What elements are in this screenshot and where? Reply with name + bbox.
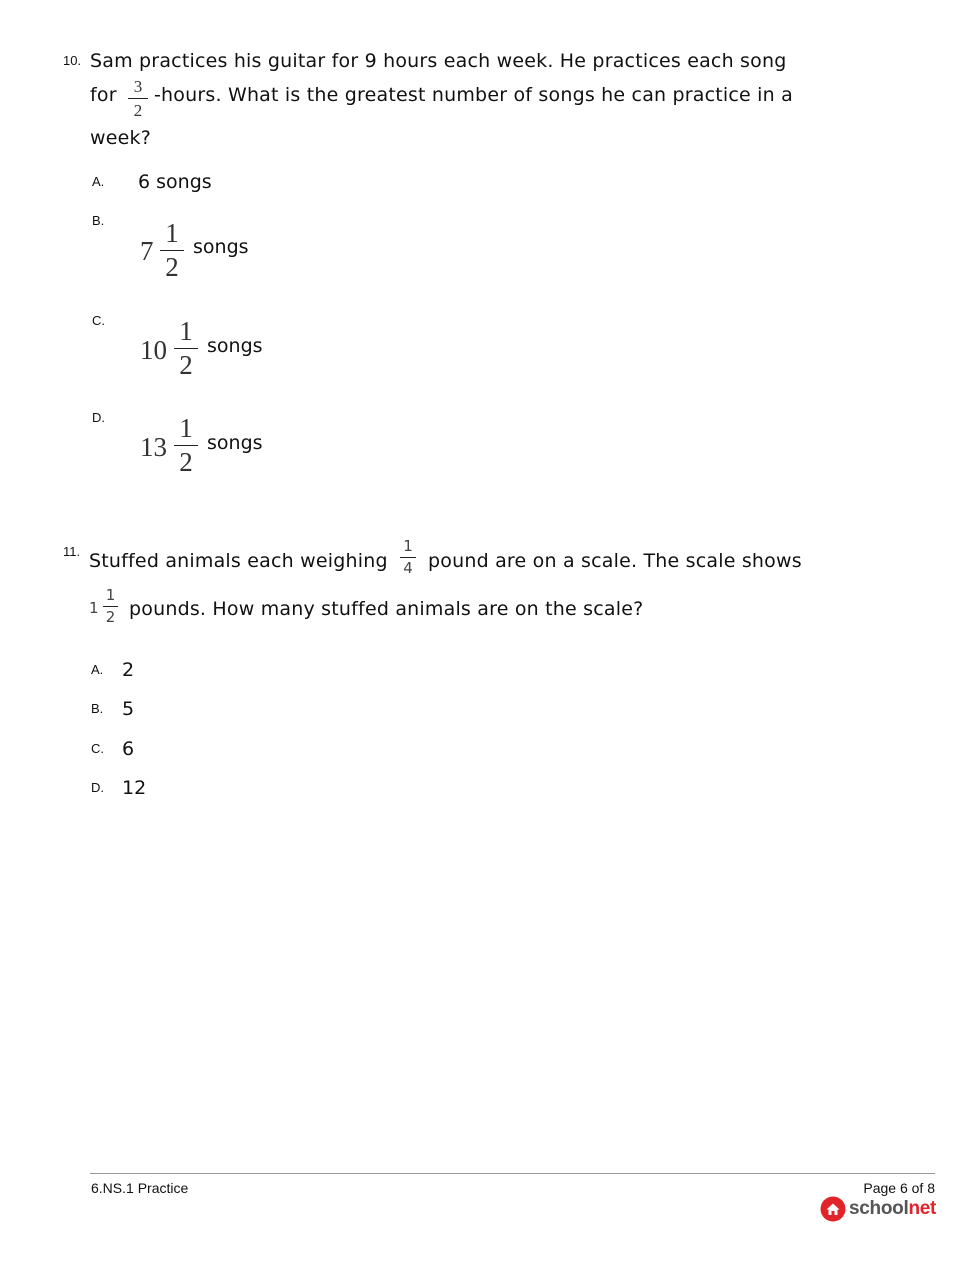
- question-text-line-1-end: pound are on a scale. The scale shows: [428, 550, 802, 572]
- question-text-for: for: [90, 84, 117, 106]
- fraction-denominator: 2: [165, 252, 179, 282]
- mixed-number-fraction: [174, 318, 198, 379]
- fraction-denominator: 2: [133, 101, 143, 120]
- question-text-line-2: pounds. How many stuffed animals are on the scale?: [129, 598, 644, 620]
- fraction-bar: [160, 250, 184, 251]
- mixed-number-whole: 1: [89, 599, 99, 617]
- footer-title: 6.NS.1 Practice: [91, 1180, 189, 1196]
- fraction-one-quarter: [400, 539, 416, 576]
- question-text-line-1: Sam practices his guitar for 9 hours each week. He practices each song: [90, 50, 787, 72]
- question-text-line-1: Stuffed animals each weighing: [89, 550, 388, 572]
- choice-letter: C.: [92, 313, 105, 328]
- fraction-numerator: 1: [165, 218, 179, 248]
- fraction-bar: [174, 348, 198, 349]
- fraction-numerator: 1: [105, 586, 116, 604]
- fraction-denominator: 2: [179, 447, 193, 477]
- fraction-numerator: 1: [179, 413, 193, 443]
- footer-page-number: Page 6 of 8: [863, 1180, 935, 1196]
- question-text-line-3: week?: [90, 127, 152, 149]
- logo-text-school: school: [849, 1198, 909, 1219]
- fraction-denominator: 2: [105, 608, 116, 626]
- question-number: 10.: [63, 53, 82, 68]
- schoolnet-logo: [820, 1195, 936, 1223]
- logo-wordmark: [849, 1198, 936, 1220]
- fraction-bar: [128, 98, 148, 99]
- fraction-bar: [174, 445, 198, 446]
- choice-letter: B.: [92, 213, 105, 228]
- fraction-bar: [400, 557, 416, 558]
- fraction-numerator: 3: [133, 77, 143, 96]
- mixed-number-fraction: [174, 415, 198, 476]
- choice-letter: B.: [91, 701, 104, 716]
- choice-text: 2: [122, 659, 135, 681]
- choice-suffix: songs: [193, 236, 249, 258]
- choice-letter: C.: [91, 741, 104, 756]
- choice-text: 6 songs: [138, 171, 212, 193]
- choice-letter: D.: [91, 780, 104, 795]
- fraction-numerator: 1: [179, 316, 193, 346]
- mixed-number-fraction: [160, 220, 184, 281]
- choice-text: 5: [122, 698, 135, 720]
- mixed-number-whole: 7: [140, 236, 154, 266]
- fraction-denominator: 2: [179, 350, 193, 380]
- fraction-bar: [103, 606, 118, 607]
- choice-suffix: songs: [207, 432, 263, 454]
- mixed-number-whole: 13: [140, 432, 167, 462]
- mixed-number-whole: 10: [140, 335, 167, 365]
- logo-text-net: net: [908, 1198, 937, 1219]
- fraction-denominator: 4: [403, 559, 413, 577]
- mixed-number-fraction: [103, 588, 118, 625]
- choice-text: 6: [122, 738, 135, 760]
- choice-text: 12: [122, 777, 147, 799]
- choice-suffix: songs: [207, 335, 263, 357]
- choice-letter: A.: [92, 174, 105, 189]
- question-number: 11.: [63, 544, 81, 559]
- choice-letter: D.: [92, 410, 105, 425]
- choice-letter: A.: [91, 662, 104, 677]
- fraction-three-halves: [128, 78, 148, 119]
- footer-divider: [90, 1173, 935, 1174]
- question-text-line-2: -hours. What is the greatest number of songs he can practice in a: [154, 84, 793, 106]
- fraction-numerator: 1: [403, 537, 413, 555]
- home-icon: [820, 1196, 846, 1222]
